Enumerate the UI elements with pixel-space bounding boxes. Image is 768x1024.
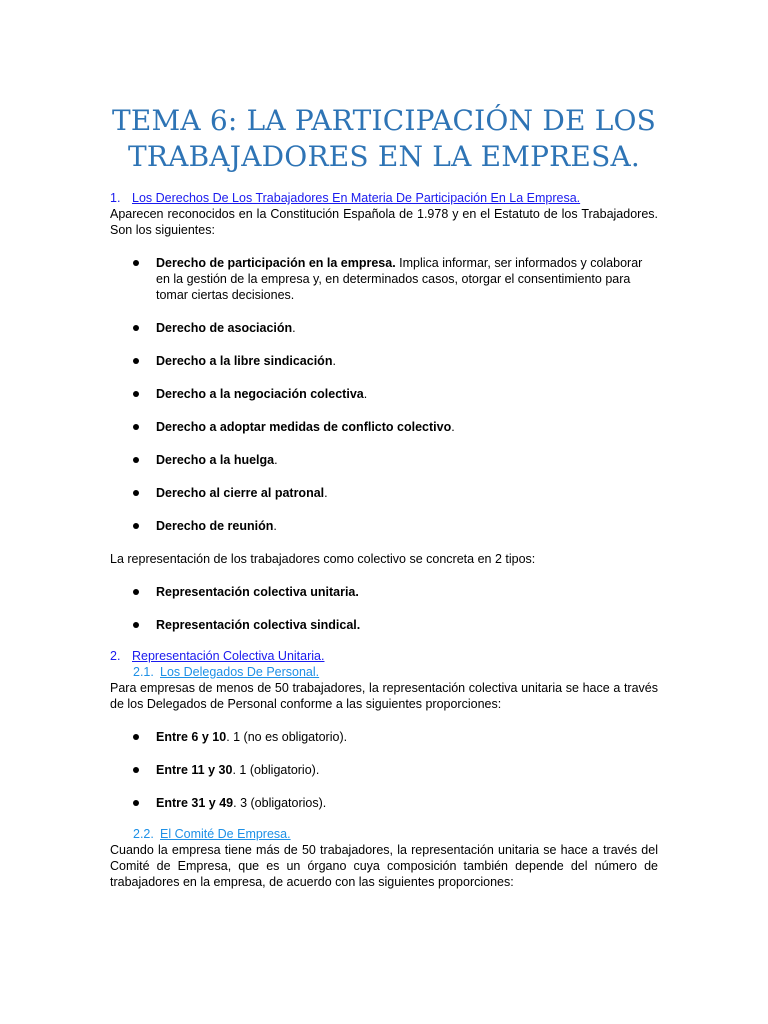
bullet-icon [133, 622, 139, 628]
bullet-icon [133, 457, 139, 463]
subsection-title: El Comité De Empresa. [160, 827, 291, 841]
title-line-2: TRABAJADORES EN LA EMPRESA. [128, 140, 640, 173]
representation-types-list [110, 584, 658, 633]
bullet-icon [133, 391, 139, 397]
item-bold: Entre 11 y 30 [156, 763, 233, 777]
item-bold: Entre 6 y 10 [156, 730, 227, 744]
subsection-2-1-heading [133, 664, 658, 680]
item-text: . [274, 453, 278, 467]
subsection-2-1-text: Para empresas de menos de 50 trabajadores, la representación colectiva unitaria se hace a través de los Delegados de Personal conforme a las siguientes proporciones: [110, 681, 658, 711]
page-title [100, 103, 668, 175]
list-item [110, 584, 658, 600]
item-text: . [363, 387, 368, 401]
list-item [110, 419, 658, 435]
document-body [110, 190, 658, 890]
item-bold: Derecho de asociación [156, 321, 293, 335]
bullet-icon [133, 800, 139, 806]
item-bold: Representación colectiva sindical. [156, 618, 361, 632]
item-bold: Derecho a la huelga [156, 453, 275, 467]
item-text: . [273, 519, 277, 533]
representation-intro: La representación de los trabajadores como colectivo se concreta en 2 tipos: [110, 552, 536, 566]
list-item [110, 386, 658, 402]
bullet-icon [133, 589, 139, 595]
delegates-list [110, 729, 658, 811]
item-bold: Derecho a la negociación colectiva [156, 387, 364, 401]
item-bold: Derecho de reunión [156, 519, 274, 533]
title-line-1: TEMA 6: LA PARTICIPACIÓN DE LOS [111, 104, 657, 137]
item-text: . 3 (obligatorios). [233, 796, 327, 810]
bullet-icon [133, 424, 139, 430]
item-bold: Derecho de participación en la empresa. [156, 256, 396, 270]
bullet-icon [133, 734, 139, 740]
section-number: 2. [110, 649, 121, 663]
section-2-heading [110, 648, 658, 664]
bullet-icon [133, 325, 139, 331]
bullet-icon [133, 358, 139, 364]
item-bold: Entre 31 y 49 [156, 796, 234, 810]
list-item [110, 518, 658, 534]
list-item [110, 452, 658, 468]
subsection-number: 2.1. [133, 665, 154, 679]
item-text: . [324, 486, 328, 500]
section-number: 1. [110, 191, 121, 205]
subsection-title: Los Delegados De Personal. [160, 665, 320, 679]
item-bold: Derecho a adoptar medidas de conflicto colectivo [156, 420, 452, 434]
section-title: Representación Colectiva Unitaria. [132, 649, 325, 663]
item-text: . 1 (no es obligatorio). [226, 730, 348, 744]
bullet-icon [133, 490, 139, 496]
item-text: . [451, 420, 455, 434]
item-bold: Derecho al cierre al patronal [156, 486, 325, 500]
item-bold: Derecho a la libre sindicación [156, 354, 333, 368]
section-title: Los Derechos De Los Trabajadores En Materia De Participación En La Empresa. [132, 191, 581, 205]
section-1-intro: Aparecen reconocidos en la Constitución Española de 1.978 y en el Estatuto de los Trabajadores. Son los siguientes: [110, 207, 658, 237]
subsection-2-2-text: Cuando la empresa tiene más de 50 trabajadores, la representación unitaria se hace a través del Comité de Empresa, que es un órgano cuya composición también depende del número de trabajadores en la empresa, de acuerdo con las siguientes proporciones: [110, 843, 658, 889]
list-item [110, 353, 658, 369]
list-item [110, 729, 658, 745]
item-text: Implica informar, ser informados y colaborar en la gestión de la empresa y, en determinados casos, otorgar el consentimiento para tomar ciertas decisiones. [156, 256, 643, 302]
list-item [110, 762, 658, 778]
bullet-icon [133, 767, 139, 773]
list-item [110, 255, 658, 303]
bullet-icon [133, 260, 139, 266]
subsection-2-2-heading [133, 826, 658, 842]
item-bold: Representación colectiva unitaria. [156, 585, 359, 599]
item-text: . [332, 354, 336, 368]
list-item [110, 320, 658, 336]
item-text: . [292, 321, 296, 335]
rights-list [110, 255, 658, 534]
subsection-number: 2.2. [133, 827, 154, 841]
list-item [110, 617, 658, 633]
list-item [110, 485, 658, 501]
bullet-icon [133, 523, 139, 529]
list-item [110, 795, 658, 811]
item-text: . 1 (obligatorio). [232, 763, 320, 777]
section-1-heading [110, 190, 658, 206]
